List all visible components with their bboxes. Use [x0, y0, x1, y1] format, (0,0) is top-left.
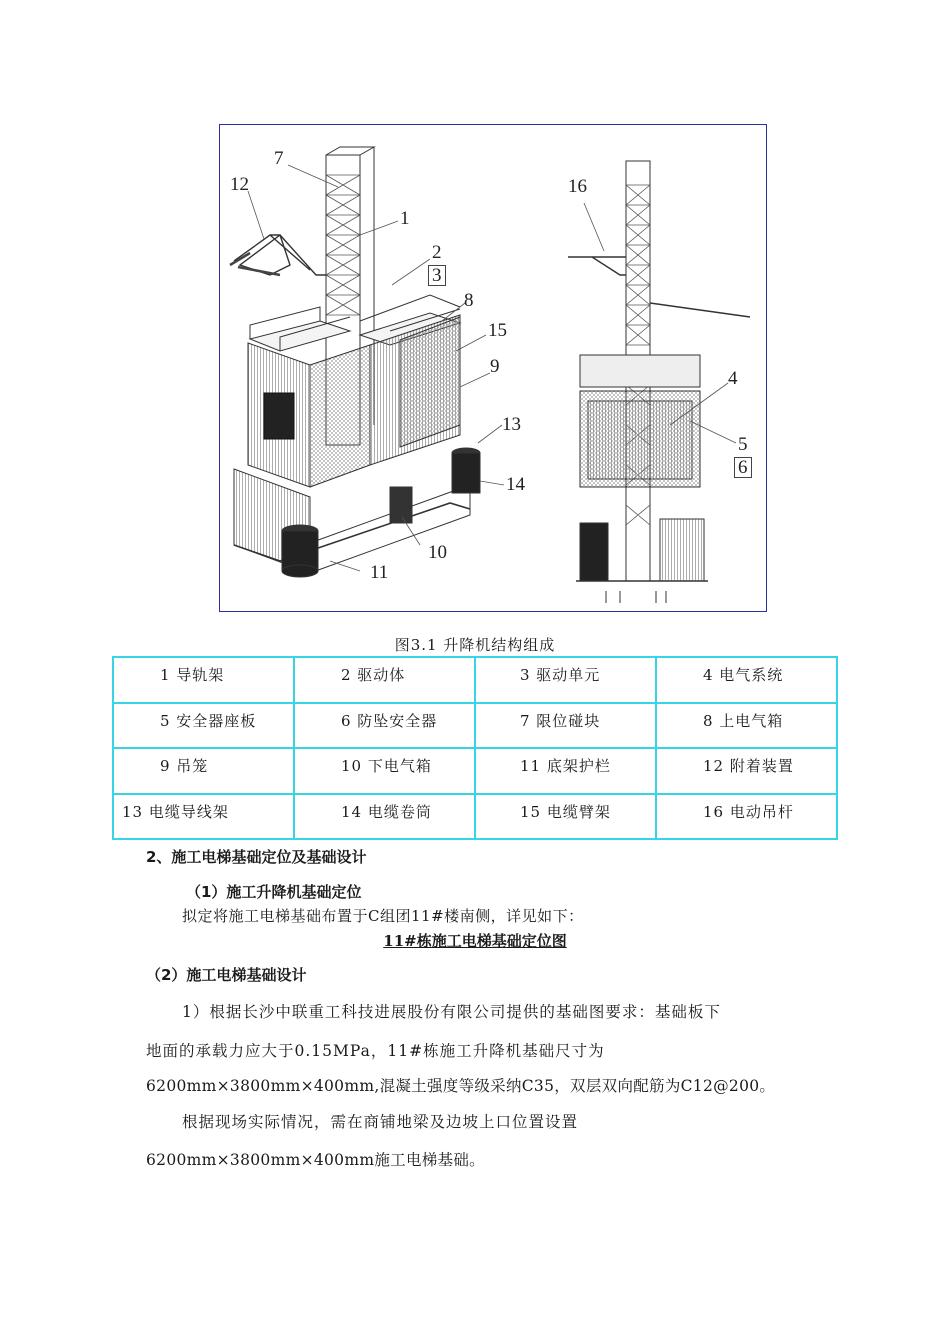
- paragraph-line: 1）根据长沙中联重工科技进展股份有限公司提供的基础图要求：基础板下: [182, 1003, 721, 1021]
- callout-12: 12: [230, 174, 249, 195]
- paragraph-line: 地面的承载力应大于0.15MPa，11#栋施工升降机基础尺寸为: [146, 1042, 605, 1060]
- table-row: [113, 657, 837, 703]
- table-cell: 9 吊笼: [113, 748, 294, 794]
- table-cell: 5 安全器座板: [113, 703, 294, 749]
- table-cell: 8 上电气箱: [656, 703, 837, 749]
- table-cell: 12 附着装置: [656, 748, 837, 794]
- table-row: [113, 703, 837, 749]
- callout-11: 11: [370, 562, 389, 583]
- table-cell: 15 电缆臂架: [475, 794, 656, 840]
- right-hoist-view: [568, 161, 750, 603]
- callout-3: 3: [428, 265, 446, 286]
- table-cell: 4 电气系统: [656, 657, 837, 703]
- subsection-heading-2: （2）施工电梯基础设计: [146, 966, 307, 984]
- table-cell: 6 防坠安全器: [294, 703, 475, 749]
- table-row: [113, 748, 837, 794]
- paragraph-line: 根据现场实际情况，需在商铺地梁及边坡上口位置设置: [182, 1113, 579, 1131]
- table-cell: 7 限位碰块: [475, 703, 656, 749]
- callout-15: 15: [488, 320, 507, 341]
- callout-2: 2: [432, 242, 442, 263]
- callout-14: 14: [506, 474, 525, 495]
- subsection-heading-1: （1）施工升降机基础定位: [186, 883, 362, 901]
- paragraph-line: 6200mm×3800mm×400mm,混凝土强度等级采纳C35，双层双向配筋为C12@200。: [146, 1077, 776, 1095]
- positioning-text: 拟定将施工电梯基础布置于C组团11#楼南侧，详见如下：: [182, 907, 584, 925]
- table-cell: 16 电动吊杆: [656, 794, 837, 840]
- callout-16: 16: [568, 176, 587, 197]
- plan-title: 11#栋施工电梯基础定位图: [383, 932, 567, 950]
- table-cell: 11 底架护栏: [475, 748, 656, 794]
- callout-8: 8: [464, 290, 474, 311]
- callout-6: 6: [734, 457, 752, 478]
- callout-10: 10: [428, 542, 447, 563]
- callout-13: 13: [502, 414, 521, 435]
- callout-5: 5: [738, 434, 748, 455]
- paragraph-line: 6200mm×3800mm×400mm施工电梯基础。: [146, 1151, 485, 1169]
- callout-7: 7: [274, 148, 284, 169]
- table-row: [113, 794, 837, 840]
- table-cell: 2 驱动体: [294, 657, 475, 703]
- section-heading: 2、施工电梯基础定位及基础设计: [146, 848, 367, 866]
- callout-4: 4: [728, 368, 738, 389]
- table-cell: 14 电缆卷筒: [294, 794, 475, 840]
- table-cell: 10 下电气箱: [294, 748, 475, 794]
- callout-1: 1: [400, 208, 410, 229]
- table-cell: 1 导轨架: [113, 657, 294, 703]
- table-cell: 13 电缆导线架: [113, 794, 294, 840]
- figure-caption: 图3.1 升降机结构组成: [394, 636, 556, 654]
- left-hoist-view: [230, 147, 504, 577]
- figure-frame: [219, 124, 767, 612]
- callout-9: 9: [490, 356, 500, 377]
- legend-table: [112, 656, 838, 840]
- table-cell: 3 驱动单元: [475, 657, 656, 703]
